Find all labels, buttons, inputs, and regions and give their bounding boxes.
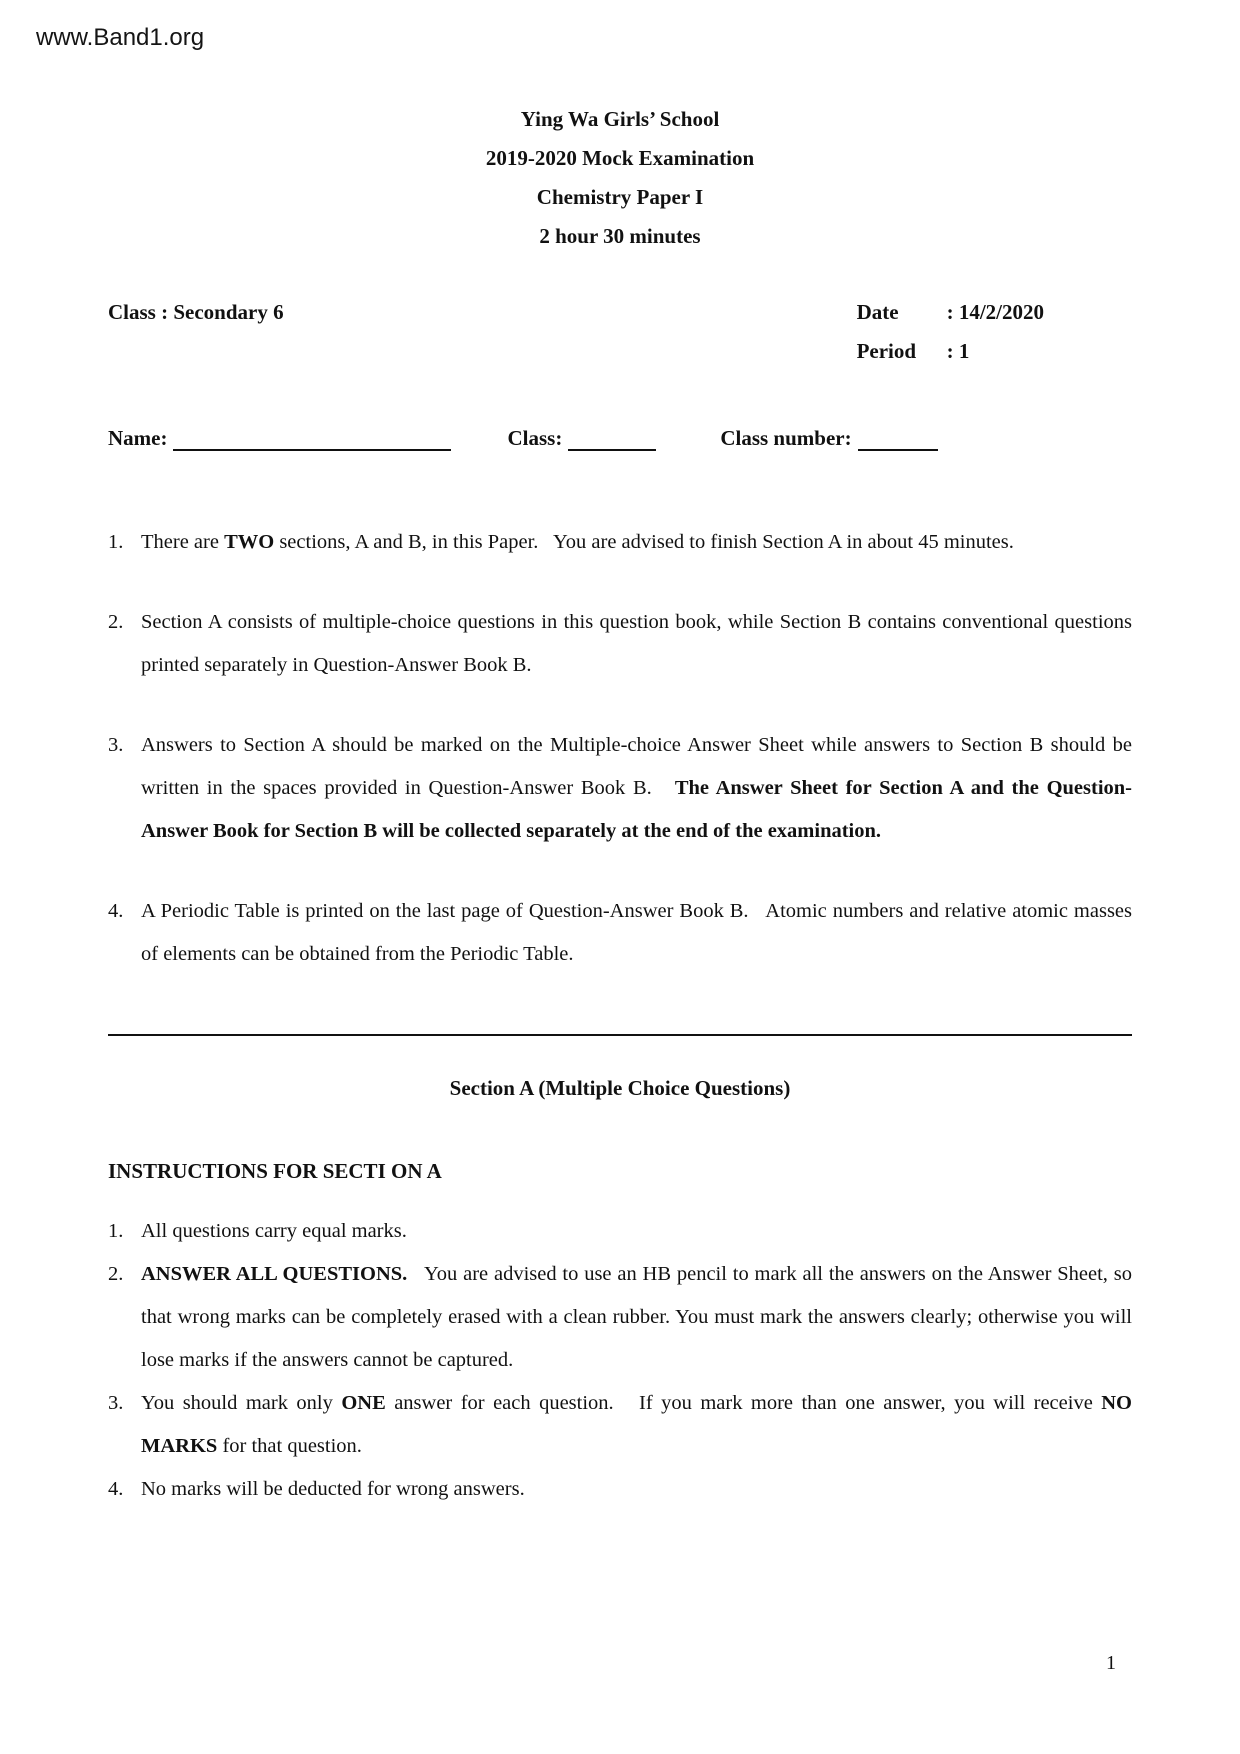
item-number: 2. bbox=[108, 1263, 124, 1285]
date-label: Date bbox=[856, 300, 899, 324]
section-a-instructions-heading: INSTRUCTIONS FOR SECTI ON A bbox=[108, 1159, 442, 1183]
item-number: 1. bbox=[108, 1220, 124, 1242]
watermark: www.Band1.org bbox=[36, 24, 205, 51]
item-text: There are TWO sections, A and B, in this Paper. You are advised to finish Section A in about 45 minutes. bbox=[141, 531, 1014, 553]
item-text: No marks will be deducted for wrong answers. bbox=[141, 1478, 525, 1500]
student-fields-row bbox=[108, 426, 1132, 451]
info-row bbox=[108, 300, 1132, 364]
class-number-blank-line bbox=[858, 427, 938, 451]
instruction-item bbox=[108, 521, 1132, 564]
item-text: Section A consists of multiple-choice questions in this question book, while Section B contains conventional questions printed separately in Question-Answer Book B. bbox=[141, 611, 1132, 676]
item-text: All questions carry equal marks. bbox=[141, 1220, 407, 1242]
paper-title: Chemistry Paper I bbox=[536, 185, 704, 209]
date-period-block bbox=[857, 300, 1044, 364]
class-blank-line bbox=[568, 427, 656, 451]
item-text: A Periodic Table is printed on the last page of Question-Answer Book B. Atomic numbers and relative atomic masses of elements can be obtained from the Periodic Table. bbox=[141, 900, 1132, 965]
page-number: 1 bbox=[1106, 1652, 1116, 1674]
instruction-item bbox=[108, 1382, 1132, 1468]
class-number-label: Class number: bbox=[720, 426, 852, 450]
instruction-item bbox=[108, 1210, 1132, 1253]
title-block bbox=[108, 100, 1132, 256]
section-a-instructions bbox=[108, 1210, 1132, 1511]
item-text: ANSWER ALL QUESTIONS. You are advised to use an HB pencil to mark all the answers on the Answer Sheet, so that wrong marks can be completely erased with a clean rubber. You must mark the answers clearly; otherwise you will lose marks if the answers cannot be captured. bbox=[141, 1263, 1132, 1371]
instruction-item bbox=[108, 1468, 1132, 1511]
class-info: Class : Secondary 6 bbox=[108, 300, 284, 324]
date-value: : 14/2/2020 bbox=[946, 300, 1044, 324]
item-number: 2. bbox=[108, 611, 124, 633]
item-text: You should mark only ONE answer for each question. If you mark more than one answer, you will receive NO MARKS for that question. bbox=[141, 1392, 1132, 1457]
item-number: 4. bbox=[108, 900, 124, 922]
item-text: Answers to Section A should be marked on the Multiple-choice Answer Sheet while answers to Section B should be written in the spaces provided in Question-Answer Book B. The Answer Sheet for Section A and the Question-Answer Book for Section B will be collected separately at the end of the examination. bbox=[141, 734, 1132, 842]
page-content bbox=[108, 100, 1132, 1511]
instruction-item bbox=[108, 601, 1132, 687]
name-blank-line bbox=[173, 427, 451, 451]
item-number: 3. bbox=[108, 1392, 124, 1414]
item-number: 1. bbox=[108, 531, 124, 553]
class-label: Class: bbox=[507, 426, 563, 450]
item-number: 4. bbox=[108, 1478, 124, 1500]
school-name: Ying Wa Girls’ School bbox=[520, 107, 720, 131]
section-a-title: Section A (Multiple Choice Questions) bbox=[449, 1076, 791, 1100]
item-number: 3. bbox=[108, 734, 124, 756]
period-label: Period bbox=[856, 339, 917, 363]
exam-duration: 2 hour 30 minutes bbox=[539, 224, 701, 248]
section-divider bbox=[108, 1034, 1132, 1036]
instruction-item bbox=[108, 890, 1132, 976]
instruction-item bbox=[108, 1253, 1132, 1382]
instruction-item bbox=[108, 724, 1132, 853]
period-value: : 1 bbox=[946, 339, 970, 363]
general-instructions bbox=[108, 521, 1132, 976]
exam-title: 2019-2020 Mock Examination bbox=[485, 146, 755, 170]
name-label: Name: bbox=[108, 426, 168, 450]
